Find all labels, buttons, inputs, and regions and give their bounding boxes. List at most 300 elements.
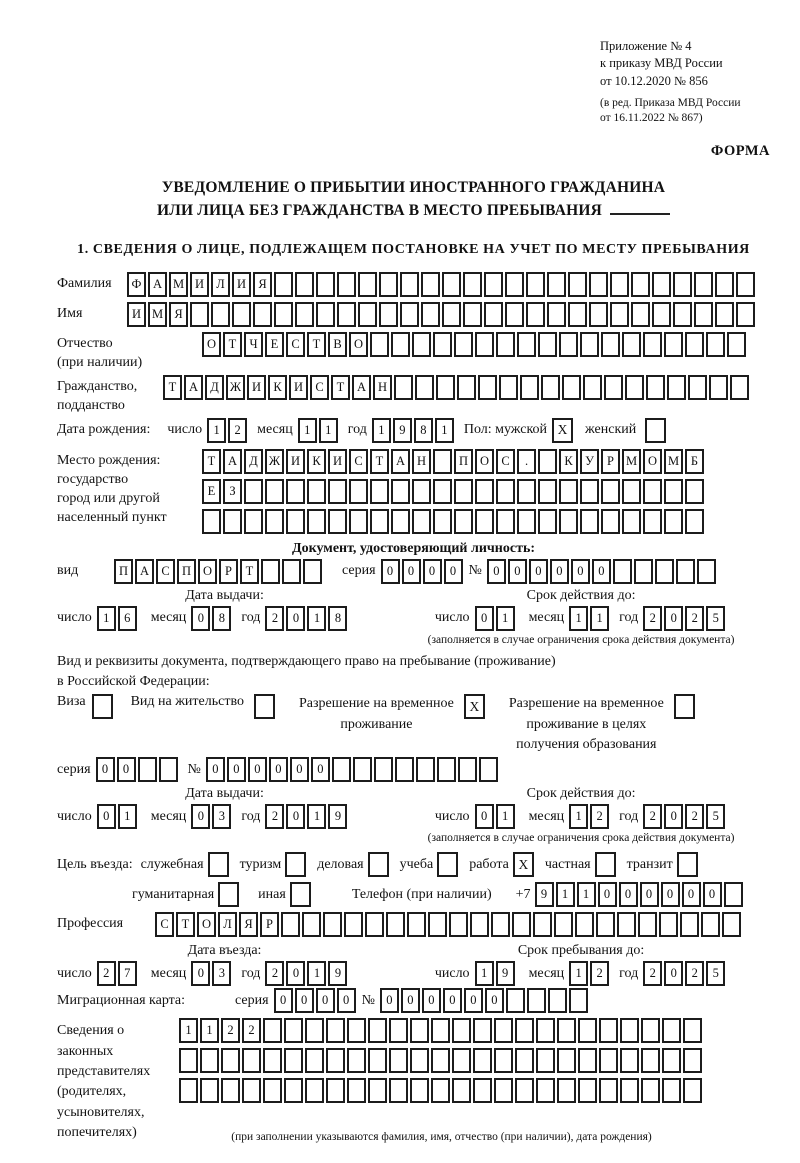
private-checkbox[interactable] (595, 852, 616, 877)
char-box[interactable]: И (232, 272, 251, 297)
char-box[interactable] (326, 1018, 345, 1043)
char-box[interactable] (242, 1048, 261, 1073)
char-box[interactable] (436, 375, 455, 400)
char-box[interactable] (538, 332, 557, 357)
entry-day-boxes[interactable] (97, 961, 139, 986)
char-box[interactable]: 2 (242, 1018, 261, 1043)
char-box[interactable]: 1 (569, 961, 588, 986)
char-box[interactable]: 0 (191, 961, 210, 986)
char-box[interactable] (697, 559, 716, 584)
work-checkbox[interactable]: X (513, 852, 534, 877)
char-box[interactable] (223, 509, 242, 534)
char-box[interactable] (688, 375, 707, 400)
char-box[interactable] (374, 757, 393, 782)
char-box[interactable] (244, 509, 263, 534)
char-box[interactable]: 0 (443, 988, 462, 1013)
char-box[interactable] (253, 302, 272, 327)
char-box[interactable] (316, 302, 335, 327)
doc-type-boxes[interactable] (114, 559, 324, 584)
char-box[interactable] (370, 332, 389, 357)
char-box[interactable]: П (177, 559, 196, 584)
char-box[interactable]: 1 (372, 418, 391, 443)
char-box[interactable]: З (223, 479, 242, 504)
char-box[interactable]: . (517, 449, 536, 474)
char-box[interactable] (709, 375, 728, 400)
char-box[interactable] (538, 509, 557, 534)
char-box[interactable] (454, 479, 473, 504)
char-box[interactable]: О (475, 449, 494, 474)
char-box[interactable] (391, 509, 410, 534)
edu-permit-checkbox[interactable] (674, 694, 695, 719)
char-box[interactable] (389, 1048, 408, 1073)
char-box[interactable]: Т (202, 449, 221, 474)
char-box[interactable]: Р (260, 912, 279, 937)
char-box[interactable] (641, 1018, 660, 1043)
char-box[interactable] (527, 988, 546, 1013)
char-box[interactable] (395, 757, 414, 782)
char-box[interactable] (412, 509, 431, 534)
char-box[interactable] (242, 1078, 261, 1103)
char-box[interactable]: Л (211, 272, 230, 297)
char-box[interactable] (389, 1078, 408, 1103)
char-box[interactable] (358, 272, 377, 297)
char-box[interactable] (431, 1018, 450, 1043)
char-box[interactable] (557, 1048, 576, 1073)
char-box[interactable]: 2 (265, 804, 284, 829)
char-box[interactable]: 0 (571, 559, 590, 584)
char-box[interactable]: О (198, 559, 217, 584)
char-box[interactable] (715, 302, 734, 327)
char-box[interactable] (631, 272, 650, 297)
char-box[interactable] (326, 1078, 345, 1103)
char-box[interactable] (568, 272, 587, 297)
birthplace-boxes-line2[interactable] (202, 479, 706, 504)
char-box[interactable] (589, 272, 608, 297)
char-box[interactable]: 8 (414, 418, 433, 443)
char-box[interactable] (263, 1048, 282, 1073)
char-box[interactable] (415, 375, 434, 400)
char-box[interactable]: О (349, 332, 368, 357)
char-box[interactable]: М (169, 272, 188, 297)
char-box[interactable]: 2 (221, 1018, 240, 1043)
char-box[interactable] (282, 559, 301, 584)
char-box[interactable]: 0 (206, 757, 225, 782)
char-box[interactable] (520, 375, 539, 400)
char-box[interactable]: Н (412, 449, 431, 474)
char-box[interactable] (391, 332, 410, 357)
char-box[interactable]: Е (202, 479, 221, 504)
char-box[interactable] (265, 509, 284, 534)
issue-day-boxes[interactable] (97, 606, 139, 631)
char-box[interactable] (200, 1078, 219, 1103)
char-box[interactable] (683, 1078, 702, 1103)
patronymic-boxes[interactable] (202, 332, 748, 357)
char-box[interactable]: 1 (307, 961, 326, 986)
char-box[interactable] (533, 912, 552, 937)
char-box[interactable] (580, 332, 599, 357)
char-box[interactable] (475, 479, 494, 504)
char-box[interactable]: С (286, 332, 305, 357)
char-box[interactable]: 2 (97, 961, 116, 986)
char-box[interactable]: 9 (328, 961, 347, 986)
char-box[interactable] (683, 1048, 702, 1073)
char-box[interactable] (379, 272, 398, 297)
issue-month-boxes[interactable] (191, 606, 233, 631)
char-box[interactable] (622, 509, 641, 534)
char-box[interactable] (400, 272, 419, 297)
birthplace-boxes-line1[interactable] (202, 449, 706, 474)
char-box[interactable] (337, 272, 356, 297)
char-box[interactable]: 2 (590, 961, 609, 986)
char-box[interactable] (274, 272, 293, 297)
char-box[interactable] (559, 479, 578, 504)
char-box[interactable]: 2 (643, 961, 662, 986)
char-box[interactable] (662, 1048, 681, 1073)
char-box[interactable] (641, 1078, 660, 1103)
char-box[interactable]: 0 (464, 988, 483, 1013)
char-box[interactable] (368, 1018, 387, 1043)
char-box[interactable] (211, 302, 230, 327)
char-box[interactable] (496, 509, 515, 534)
char-box[interactable] (655, 559, 674, 584)
char-box[interactable] (347, 1048, 366, 1073)
char-box[interactable] (344, 912, 363, 937)
birth-year-boxes[interactable] (372, 418, 456, 443)
char-box[interactable]: 1 (207, 418, 226, 443)
stay-day-boxes[interactable] (475, 961, 517, 986)
char-box[interactable] (536, 1018, 555, 1043)
char-box[interactable] (694, 302, 713, 327)
char-box[interactable] (620, 1018, 639, 1043)
char-box[interactable] (580, 479, 599, 504)
doc-series-boxes[interactable] (381, 559, 465, 584)
char-box[interactable]: Т (223, 332, 242, 357)
char-box[interactable] (179, 1078, 198, 1103)
char-box[interactable] (557, 1018, 576, 1043)
char-box[interactable] (680, 912, 699, 937)
char-box[interactable]: 0 (191, 606, 210, 631)
char-box[interactable]: 9 (393, 418, 412, 443)
char-box[interactable] (433, 449, 452, 474)
char-box[interactable]: Т (331, 375, 350, 400)
char-box[interactable] (473, 1018, 492, 1043)
char-box[interactable] (452, 1078, 471, 1103)
char-box[interactable]: А (135, 559, 154, 584)
char-box[interactable] (200, 1048, 219, 1073)
char-box[interactable] (589, 302, 608, 327)
char-box[interactable] (548, 988, 567, 1013)
char-box[interactable] (580, 509, 599, 534)
char-box[interactable] (496, 479, 515, 504)
char-box[interactable] (305, 1048, 324, 1073)
char-box[interactable] (454, 509, 473, 534)
char-box[interactable] (512, 912, 531, 937)
char-box[interactable]: О (197, 912, 216, 937)
char-box[interactable] (470, 912, 489, 937)
char-box[interactable]: Я (169, 302, 188, 327)
char-box[interactable]: Я (239, 912, 258, 937)
char-box[interactable]: 2 (685, 606, 704, 631)
char-box[interactable] (261, 559, 280, 584)
char-box[interactable]: Ж (226, 375, 245, 400)
representatives-boxes-line2[interactable] (179, 1048, 704, 1073)
char-box[interactable]: 0 (661, 882, 680, 907)
residence-valid-year-boxes[interactable] (643, 804, 727, 829)
char-box[interactable] (722, 912, 741, 937)
char-box[interactable]: Т (176, 912, 195, 937)
char-box[interactable]: 0 (269, 757, 288, 782)
char-box[interactable]: 0 (664, 606, 683, 631)
residence-number-boxes[interactable] (206, 757, 500, 782)
char-box[interactable] (353, 757, 372, 782)
char-box[interactable]: И (289, 375, 308, 400)
char-box[interactable]: 0 (97, 804, 116, 829)
char-box[interactable]: 5 (706, 961, 725, 986)
stay-month-boxes[interactable] (569, 961, 611, 986)
char-box[interactable] (284, 1078, 303, 1103)
char-box[interactable] (295, 302, 314, 327)
char-box[interactable] (575, 912, 594, 937)
char-box[interactable]: 8 (212, 606, 231, 631)
char-box[interactable] (328, 479, 347, 504)
char-box[interactable] (475, 332, 494, 357)
char-box[interactable] (179, 1048, 198, 1073)
citizenship-boxes[interactable] (163, 375, 751, 400)
char-box[interactable] (332, 757, 351, 782)
business-checkbox[interactable] (368, 852, 389, 877)
char-box[interactable] (736, 302, 755, 327)
surname-boxes[interactable] (127, 272, 757, 297)
char-box[interactable] (244, 479, 263, 504)
char-box[interactable]: 0 (401, 988, 420, 1013)
char-box[interactable]: 0 (337, 988, 356, 1013)
char-box[interactable]: 1 (307, 606, 326, 631)
doc-number-boxes[interactable] (487, 559, 718, 584)
char-box[interactable] (599, 1048, 618, 1073)
char-box[interactable]: 0 (290, 757, 309, 782)
char-box[interactable] (221, 1078, 240, 1103)
char-box[interactable] (505, 272, 524, 297)
char-box[interactable]: 0 (117, 757, 136, 782)
char-box[interactable] (349, 479, 368, 504)
study-checkbox[interactable] (437, 852, 458, 877)
char-box[interactable] (625, 375, 644, 400)
char-box[interactable] (583, 375, 602, 400)
char-box[interactable]: 1 (577, 882, 596, 907)
representatives-boxes-line1[interactable] (179, 1018, 704, 1043)
char-box[interactable]: 2 (685, 804, 704, 829)
char-box[interactable] (554, 912, 573, 937)
char-box[interactable] (281, 912, 300, 937)
char-box[interactable] (613, 559, 632, 584)
char-box[interactable]: 0 (96, 757, 115, 782)
char-box[interactable] (601, 332, 620, 357)
char-box[interactable] (547, 302, 566, 327)
residence-issue-year-boxes[interactable] (265, 804, 349, 829)
profession-boxes[interactable] (155, 912, 743, 937)
char-box[interactable] (159, 757, 178, 782)
char-box[interactable] (274, 302, 293, 327)
char-box[interactable]: 7 (118, 961, 137, 986)
char-box[interactable] (326, 1048, 345, 1073)
char-box[interactable] (569, 988, 588, 1013)
char-box[interactable]: 9 (496, 961, 515, 986)
char-box[interactable] (506, 988, 525, 1013)
migration-series-boxes[interactable] (274, 988, 358, 1013)
char-box[interactable] (433, 332, 452, 357)
char-box[interactable]: С (496, 449, 515, 474)
char-box[interactable] (596, 912, 615, 937)
char-box[interactable] (365, 912, 384, 937)
residence-permit-checkbox[interactable] (254, 694, 275, 719)
char-box[interactable] (202, 509, 221, 534)
char-box[interactable]: 8 (328, 606, 347, 631)
char-box[interactable] (421, 302, 440, 327)
char-box[interactable]: Д (205, 375, 224, 400)
char-box[interactable] (673, 302, 692, 327)
char-box[interactable] (578, 1078, 597, 1103)
char-box[interactable] (652, 272, 671, 297)
char-box[interactable] (499, 375, 518, 400)
char-box[interactable]: А (184, 375, 203, 400)
char-box[interactable] (610, 272, 629, 297)
transit-checkbox[interactable] (677, 852, 698, 877)
char-box[interactable] (494, 1078, 513, 1103)
char-box[interactable] (538, 449, 557, 474)
char-box[interactable]: 0 (619, 882, 638, 907)
char-box[interactable] (454, 332, 473, 357)
char-box[interactable]: 5 (706, 606, 725, 631)
char-box[interactable] (643, 479, 662, 504)
char-box[interactable] (305, 1078, 324, 1103)
char-box[interactable] (407, 912, 426, 937)
char-box[interactable] (701, 912, 720, 937)
char-box[interactable] (634, 559, 653, 584)
char-box[interactable]: 0 (592, 559, 611, 584)
entry-month-boxes[interactable] (191, 961, 233, 986)
char-box[interactable] (491, 912, 510, 937)
char-box[interactable] (646, 375, 665, 400)
char-box[interactable]: Е (265, 332, 284, 357)
char-box[interactable] (416, 757, 435, 782)
char-box[interactable]: 1 (569, 606, 588, 631)
valid-month-boxes[interactable] (569, 606, 611, 631)
char-box[interactable]: Р (219, 559, 238, 584)
char-box[interactable] (662, 1018, 681, 1043)
char-box[interactable]: 0 (529, 559, 548, 584)
char-box[interactable]: 0 (316, 988, 335, 1013)
char-box[interactable] (410, 1018, 429, 1043)
char-box[interactable]: 6 (118, 606, 137, 631)
migration-number-boxes[interactable] (380, 988, 590, 1013)
char-box[interactable] (730, 375, 749, 400)
char-box[interactable]: 0 (664, 804, 683, 829)
char-box[interactable] (517, 332, 536, 357)
char-box[interactable] (526, 302, 545, 327)
char-box[interactable]: В (328, 332, 347, 357)
char-box[interactable] (478, 375, 497, 400)
char-box[interactable]: 0 (286, 804, 305, 829)
char-box[interactable] (394, 375, 413, 400)
char-box[interactable]: О (643, 449, 662, 474)
char-box[interactable]: 0 (508, 559, 527, 584)
visa-checkbox[interactable] (92, 694, 113, 719)
male-checkbox[interactable]: X (552, 418, 573, 443)
char-box[interactable] (368, 1078, 387, 1103)
char-box[interactable] (190, 302, 209, 327)
char-box[interactable] (442, 272, 461, 297)
char-box[interactable] (449, 912, 468, 937)
char-box[interactable] (601, 509, 620, 534)
char-box[interactable]: О (202, 332, 221, 357)
char-box[interactable]: 2 (265, 961, 284, 986)
char-box[interactable]: 0 (444, 559, 463, 584)
char-box[interactable] (685, 479, 704, 504)
char-box[interactable] (601, 479, 620, 504)
char-box[interactable] (337, 302, 356, 327)
char-box[interactable]: У (580, 449, 599, 474)
char-box[interactable]: И (127, 302, 146, 327)
char-box[interactable] (536, 1048, 555, 1073)
char-box[interactable] (347, 1018, 366, 1043)
char-box[interactable] (302, 912, 321, 937)
char-box[interactable] (599, 1018, 618, 1043)
char-box[interactable] (138, 757, 157, 782)
char-box[interactable]: 1 (435, 418, 454, 443)
other-checkbox[interactable] (290, 882, 311, 907)
char-box[interactable]: 9 (535, 882, 554, 907)
char-box[interactable]: 2 (643, 804, 662, 829)
char-box[interactable] (706, 332, 725, 357)
char-box[interactable]: И (247, 375, 266, 400)
residence-series-boxes[interactable] (96, 757, 180, 782)
char-box[interactable] (463, 272, 482, 297)
char-box[interactable] (676, 559, 695, 584)
char-box[interactable] (307, 509, 326, 534)
char-box[interactable] (386, 912, 405, 937)
char-box[interactable] (458, 757, 477, 782)
char-box[interactable] (410, 1048, 429, 1073)
char-box[interactable] (685, 509, 704, 534)
char-box[interactable] (442, 302, 461, 327)
char-box[interactable] (305, 1018, 324, 1043)
char-box[interactable]: П (454, 449, 473, 474)
char-box[interactable]: М (664, 449, 683, 474)
char-box[interactable]: 1 (307, 804, 326, 829)
char-box[interactable]: 0 (227, 757, 246, 782)
char-box[interactable] (515, 1018, 534, 1043)
char-box[interactable] (284, 1018, 303, 1043)
givenname-boxes[interactable] (127, 302, 757, 327)
char-box[interactable]: С (156, 559, 175, 584)
char-box[interactable]: 0 (682, 882, 701, 907)
char-box[interactable] (479, 757, 498, 782)
tourism-checkbox[interactable] (285, 852, 306, 877)
char-box[interactable] (559, 509, 578, 534)
char-box[interactable] (638, 912, 657, 937)
char-box[interactable]: 0 (274, 988, 293, 1013)
residence-issue-day-boxes[interactable] (97, 804, 139, 829)
char-box[interactable] (263, 1018, 282, 1043)
char-box[interactable]: Н (373, 375, 392, 400)
char-box[interactable] (457, 375, 476, 400)
official-checkbox[interactable] (208, 852, 229, 877)
char-box[interactable] (400, 302, 419, 327)
char-box[interactable]: Я (253, 272, 272, 297)
birthplace-boxes-line3[interactable] (202, 509, 706, 534)
char-box[interactable] (433, 509, 452, 534)
char-box[interactable]: 0 (248, 757, 267, 782)
